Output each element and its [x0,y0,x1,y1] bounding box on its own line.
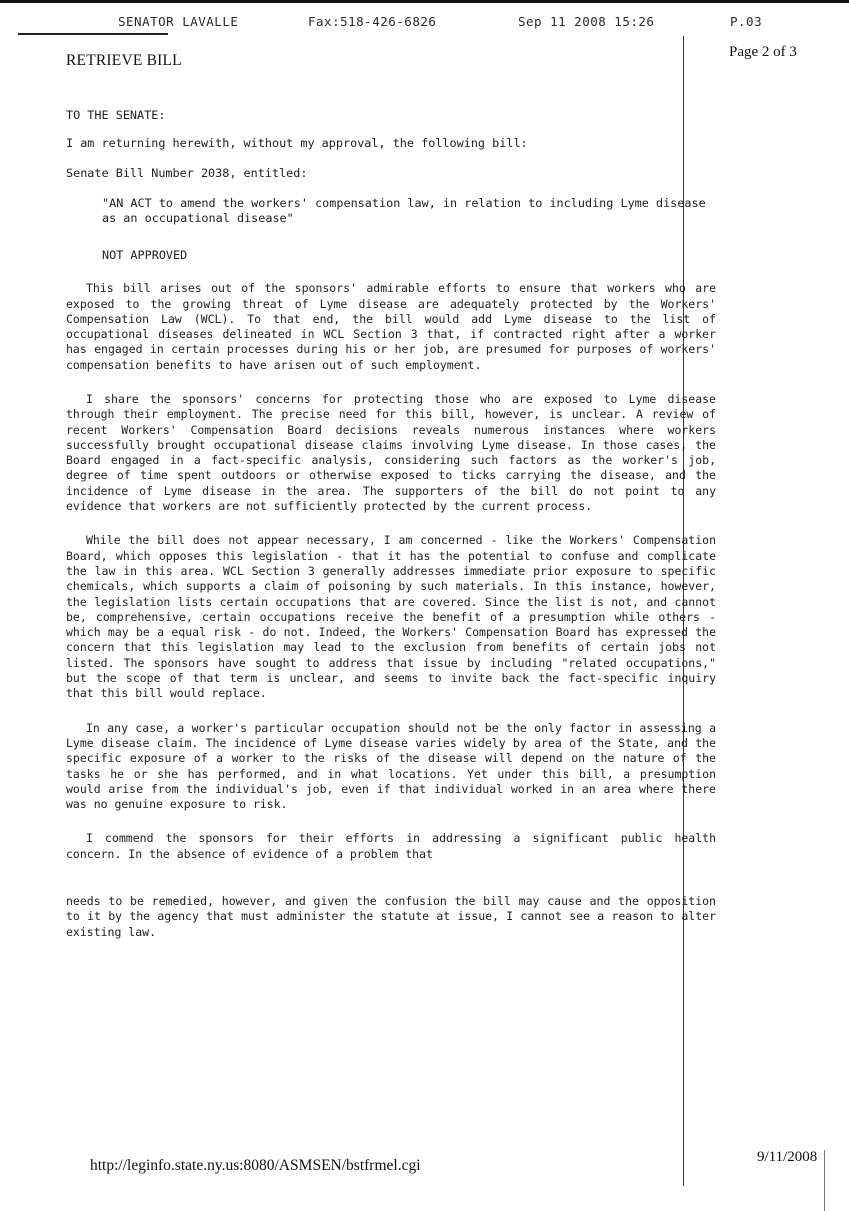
letter-paragraph: I share the sponsors' concerns for protecting those who are exposed to Lyme disease through their employment. The precise need for this bill, however, is unclear. A review of recent Workers' Compensation Board decisions reveals numerous instances where workers successfully brought occupational disease claims involving Lyme disease. In those cases, the Board engaged in a fact-specific analysis, considering such factors as the worker's job, degree of time spent outdoors or otherwise exposed to ticks carrying the disease, and the incidence of Lyme disease in the area. The supporters of the bill do not point to any evidence that workers are not sufficiently protected by the current process. [66,392,716,514]
letter-paragraph: needs to be remedied, however, and given the confusion the bill may cause and the opposition to it by the agency that must administer the statute at issue, I cannot see a reason to alter existing law. [66,894,716,939]
fax-page-number: P.03 [730,14,763,29]
source-url: http://leginfo.state.ny.us:8080/ASMSEN/bstfrmel.cgi [90,1157,421,1174]
web-page-title: RETRIEVE BILL [66,52,182,69]
scan-margin-line [824,1150,825,1211]
letter-paragraph: While the bill does not appear necessary, I am concerned - like the Workers' Compensation Board, which opposes this legislation - that it has the potential to confuse and complicate the law in this area. WCL Section 3 generally addresses immediate prior exposure to specific chemicals, which supports a claim of poisoning by such materials. In this instance, however, the legislation lists certain occupations that are covered. Since the list is not, and cannot be, comprehensive, certain occupations receive the benefit of a presumption while others - which may be a equal risk - do not. Indeed, the Workers' Compensation Board has expressed the concern that this legislation may lead to the exclusion from benefits of certain jobs not listed. The sponsors have sought to address that issue by including "related occupations," but the scope of that term is unclear, and seems to invite back the fact-specific inquiry that this bill would replace. [66,533,716,701]
print-date: 9/11/2008 [757,1149,818,1165]
letter-paragraph: In any case, a worker's particular occupation should not be the only factor in assessing a Lyme disease claim. The incidence of Lyme disease varies widely by area of the State, and the specific exposure of a worker to the risks of the disease will depend on the nature of the tasks he or she has performed, and in what locations. Yet under this bill, a presumption would arise from the individual's job, even if that individual worked in an area where there was no genuine exposure to risk. [66,720,716,812]
bill-number: Senate Bill Number 2038, entitled: [66,166,308,181]
bill-disposition: NOT APPROVED [102,248,188,263]
fax-header [0,14,849,34]
letter-paragraph: This bill arises out of the sponsors' admirable efforts to ensure that workers who are exposed to the growing threat of Lyme disease are adequately protected by the Workers' Compensation Law (WCL). To that end, the bill would add Lyme disease to the list of occupational diseases delineated in WCL Section 3 that, if contracted right after a worker has engaged in certain processes during his or her job, are presumed for purposes of workers' compensation benefits to have arisen out of such employment. [66,281,716,372]
web-page-counter: Page 2 of 3 [729,44,797,60]
letter-paragraph: I commend the sponsors for their efforts in addressing a significant public health concern. In the absence of evidence of a problem that [66,831,716,861]
bill-title: "AN ACT to amend the workers' compensation law, in relation to including Lyme disease as an occupational disease" [102,195,706,225]
letter-salutation: TO THE SENATE: [66,108,166,122]
fax-number: Fax:518-426-6826 [308,14,437,29]
scan-top-edge [0,0,849,3]
fax-datetime: Sep 11 2008 15:26 [518,14,655,29]
letter-intro: I am returning herewith, without my approval, the following bill: [66,136,528,151]
header-rule [18,33,168,35]
veto-letter [66,108,716,959]
fax-sender: SENATOR LAVALLE [118,14,239,29]
